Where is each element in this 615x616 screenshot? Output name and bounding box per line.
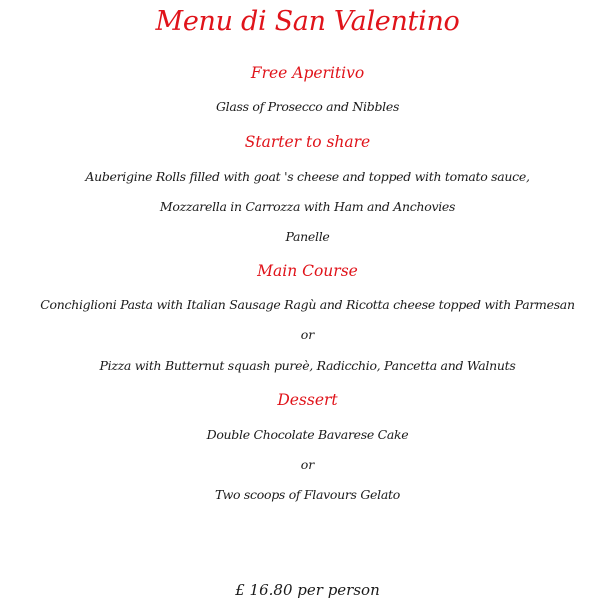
- menu-item-prosecco: Glass of Prosecco and Nibbles: [215, 99, 400, 114]
- menu-price: £ 16.80 per person: [235, 581, 380, 599]
- section-heading-dessert: Dessert: [277, 391, 338, 409]
- menu-item-gelato: Two scoops of Flavours Gelato: [215, 487, 400, 502]
- menu-item-mozzarella: Mozzarella in Carrozza with Ham and Anchovies: [159, 199, 456, 214]
- section-heading-main: Main Course: [257, 262, 358, 280]
- menu-item-aubergine-rolls: Auberigine Rolls filled with goat 's cheese and topped with tomato sauce,: [85, 169, 530, 184]
- menu-item-panelle: Panelle: [285, 229, 330, 244]
- menu-item-conchiglioni: Conchiglioni Pasta with Italian Sausage Ragù and Ricotta cheese topped with Parmesan: [40, 297, 575, 312]
- menu-item-pizza: Pizza with Butternut squash pureè, Radicchio, Pancetta and Walnuts: [99, 358, 516, 373]
- menu-title: Menu di San Valentino: [155, 6, 460, 37]
- menu-item-chocolate-cake: Double Chocolate Bavarese Cake: [206, 427, 409, 442]
- section-heading-aperitivo: Free Aperitivo: [250, 64, 365, 82]
- menu-or-separator: or: [300, 327, 315, 342]
- menu-or-separator: or: [300, 457, 315, 472]
- section-heading-starter: Starter to share: [244, 133, 371, 151]
